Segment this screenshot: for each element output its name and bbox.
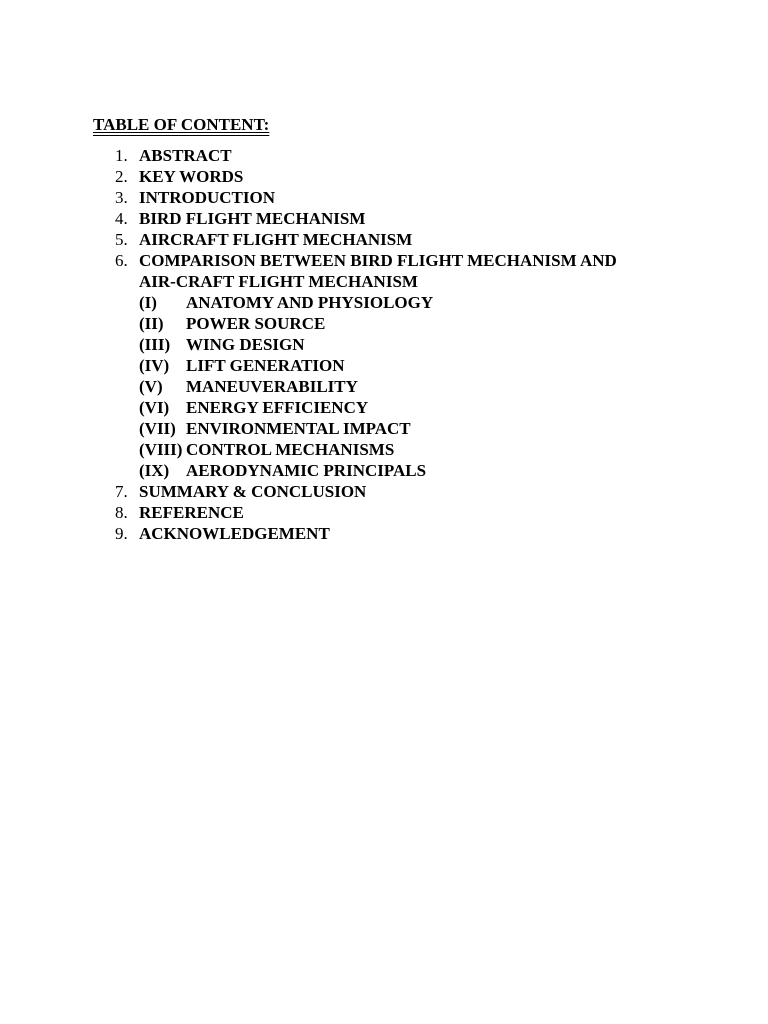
toc-item-continuation	[0, 271, 768, 292]
toc-subitem-numeral: (I)	[139, 293, 157, 312]
toc-subitem	[0, 292, 768, 313]
toc-item	[0, 481, 768, 502]
toc-item	[0, 187, 768, 208]
toc-subitem-numeral: (II)	[139, 314, 164, 333]
toc-item-label: ABSTRACT	[139, 146, 232, 165]
toc-subitem	[0, 355, 768, 376]
toc-item-label: INTRODUCTION	[139, 188, 276, 207]
toc-subitem-numeral: (VIII)	[139, 440, 183, 459]
toc-list	[0, 145, 768, 544]
toc-subitem-label: AERODYNAMIC PRINCIPALS	[186, 461, 427, 480]
toc-subitem-label: ANATOMY AND PHYSIOLOGY	[186, 293, 434, 312]
toc-heading: TABLE OF CONTENT:	[93, 115, 270, 134]
toc-item-label: COMPARISON BETWEEN BIRD FLIGHT MECHANISM AND	[139, 251, 617, 270]
toc-subitem	[0, 418, 768, 439]
toc-subitem-numeral: (VII)	[139, 419, 176, 438]
toc-item-number: 2.	[115, 167, 128, 186]
toc-subitem-numeral: (III)	[139, 335, 171, 354]
toc-subitem-numeral: (IX)	[139, 461, 170, 480]
toc-item	[0, 166, 768, 187]
toc-item-label-continuation: AIR-CRAFT FLIGHT MECHANISM	[139, 272, 418, 291]
toc-item-label: KEY WORDS	[139, 167, 244, 186]
toc-subitem-label: ENVIRONMENTAL IMPACT	[186, 419, 411, 438]
toc-item-number: 4.	[115, 209, 128, 228]
toc-subitem	[0, 460, 768, 481]
toc-item	[0, 502, 768, 523]
toc-item-number: 7.	[115, 482, 128, 501]
toc-subitem-numeral: (IV)	[139, 356, 170, 375]
toc-item-number: 1.	[115, 146, 128, 165]
toc-item	[0, 208, 768, 229]
toc-item-number: 9.	[115, 524, 128, 543]
toc-subitem-label: ENERGY EFFICIENCY	[186, 398, 369, 417]
toc-subitem	[0, 376, 768, 397]
toc-item-label: ACKNOWLEDGEMENT	[139, 524, 330, 543]
toc-subitem-numeral: (V)	[139, 377, 163, 396]
toc-item	[0, 523, 768, 544]
toc-item-number: 8.	[115, 503, 128, 522]
toc-item-number: 3.	[115, 188, 128, 207]
toc-subitem	[0, 439, 768, 460]
toc-subitem-label: MANEUVERABILITY	[186, 377, 358, 396]
toc-subitem-numeral: (VI)	[139, 398, 170, 417]
toc-subitem-label: WING DESIGN	[186, 335, 305, 354]
toc-item	[0, 229, 768, 250]
toc-item-label: REFERENCE	[139, 503, 244, 522]
toc-subitem-label: LIFT GENERATION	[186, 356, 345, 375]
toc-item	[0, 145, 768, 166]
toc-item-number: 6.	[115, 251, 128, 270]
toc-item-label: SUMMARY & CONCLUSION	[139, 482, 367, 501]
toc-subitem-label: CONTROL MECHANISMS	[186, 440, 395, 459]
toc-item-number: 5.	[115, 230, 128, 249]
toc-item	[0, 250, 768, 271]
toc-subitem	[0, 334, 768, 355]
toc-subitem-label: POWER SOURCE	[186, 314, 326, 333]
toc-subitem	[0, 397, 768, 418]
toc-item-label: AIRCRAFT FLIGHT MECHANISM	[139, 230, 413, 249]
toc-item-label: BIRD FLIGHT MECHANISM	[139, 209, 366, 228]
toc-subitem	[0, 313, 768, 334]
